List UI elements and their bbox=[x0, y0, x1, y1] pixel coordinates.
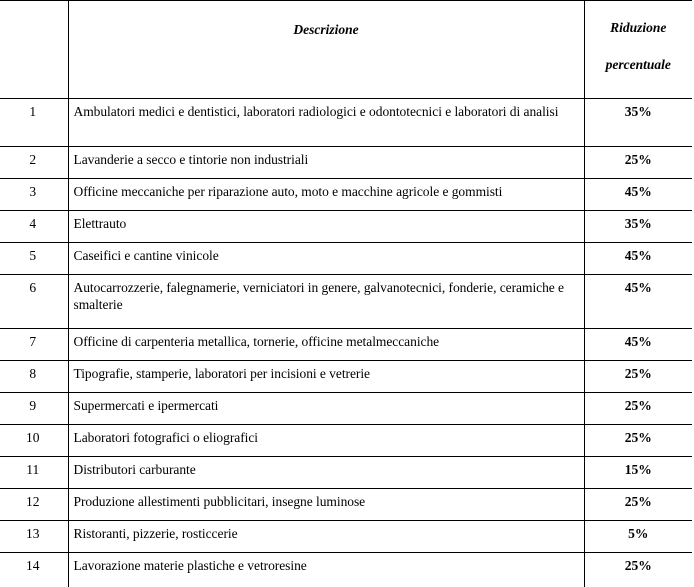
row-number: 1 bbox=[0, 99, 68, 147]
row-number: 13 bbox=[0, 521, 68, 553]
row-reduction: 25% bbox=[584, 553, 692, 587]
row-description: Tipografie, stamperie, laboratori per incisioni e vetrerie bbox=[68, 361, 584, 393]
row-reduction: 35% bbox=[584, 99, 692, 147]
row-number: 12 bbox=[0, 489, 68, 521]
row-number: 9 bbox=[0, 393, 68, 425]
row-reduction: 25% bbox=[584, 147, 692, 179]
row-number: 11 bbox=[0, 457, 68, 489]
row-number: 10 bbox=[0, 425, 68, 457]
row-description: Distributori carburante bbox=[68, 457, 584, 489]
row-description: Ristoranti, pizzerie, rosticcerie bbox=[68, 521, 584, 553]
row-number: 3 bbox=[0, 179, 68, 211]
table-row bbox=[0, 457, 692, 489]
row-reduction: 15% bbox=[584, 457, 692, 489]
header-number bbox=[0, 1, 68, 99]
table-row bbox=[0, 553, 692, 587]
table-row bbox=[0, 361, 692, 393]
row-description: Caseifici e cantine vinicole bbox=[68, 243, 584, 275]
row-reduction: 45% bbox=[584, 179, 692, 211]
row-reduction: 25% bbox=[584, 361, 692, 393]
row-number: 8 bbox=[0, 361, 68, 393]
row-description: Supermercati e ipermercati bbox=[68, 393, 584, 425]
header-reduction-line1: Riduzione bbox=[585, 19, 693, 56]
row-number: 6 bbox=[0, 275, 68, 329]
row-number: 14 bbox=[0, 553, 68, 587]
table-row bbox=[0, 329, 692, 361]
header-reduction bbox=[584, 1, 692, 99]
table-row bbox=[0, 425, 692, 457]
row-reduction: 45% bbox=[584, 243, 692, 275]
row-number: 4 bbox=[0, 211, 68, 243]
row-reduction: 35% bbox=[584, 211, 692, 243]
row-number: 5 bbox=[0, 243, 68, 275]
table-row bbox=[0, 489, 692, 521]
row-description: Autocarrozzerie, falegnamerie, verniciatori in genere, galvanotecnici, fonderie, ceramiche e smalterie bbox=[68, 275, 584, 329]
row-description: Ambulatori medici e dentistici, laboratori radiologici e odontotecnici e laboratori di analisi bbox=[68, 99, 584, 147]
table-header-row bbox=[0, 1, 692, 99]
table-row bbox=[0, 147, 692, 179]
row-number: 2 bbox=[0, 147, 68, 179]
row-number: 7 bbox=[0, 329, 68, 361]
row-reduction: 45% bbox=[584, 329, 692, 361]
table-row bbox=[0, 179, 692, 211]
table-row bbox=[0, 211, 692, 243]
row-description: Laboratori fotografici o eliografici bbox=[68, 425, 584, 457]
table-row bbox=[0, 275, 692, 329]
header-reduction-line2: percentuale bbox=[585, 56, 693, 73]
table-row bbox=[0, 243, 692, 275]
row-reduction: 25% bbox=[584, 393, 692, 425]
table-row bbox=[0, 521, 692, 553]
row-description: Produzione allestimenti pubblicitari, insegne luminose bbox=[68, 489, 584, 521]
row-reduction: 25% bbox=[584, 425, 692, 457]
row-reduction: 5% bbox=[584, 521, 692, 553]
row-description: Officine meccaniche per riparazione auto, moto e macchine agricole e gommisti bbox=[68, 179, 584, 211]
table-row bbox=[0, 393, 692, 425]
row-reduction: 45% bbox=[584, 275, 692, 329]
row-description: Lavanderie a secco e tintorie non industriali bbox=[68, 147, 584, 179]
row-reduction: 25% bbox=[584, 489, 692, 521]
row-description: Elettrauto bbox=[68, 211, 584, 243]
header-description: Descrizione bbox=[68, 1, 584, 99]
table-row bbox=[0, 99, 692, 147]
row-description: Lavorazione materie plastiche e vetroresine bbox=[68, 553, 584, 587]
row-description: Officine di carpenteria metallica, tornerie, officine metalmeccaniche bbox=[68, 329, 584, 361]
